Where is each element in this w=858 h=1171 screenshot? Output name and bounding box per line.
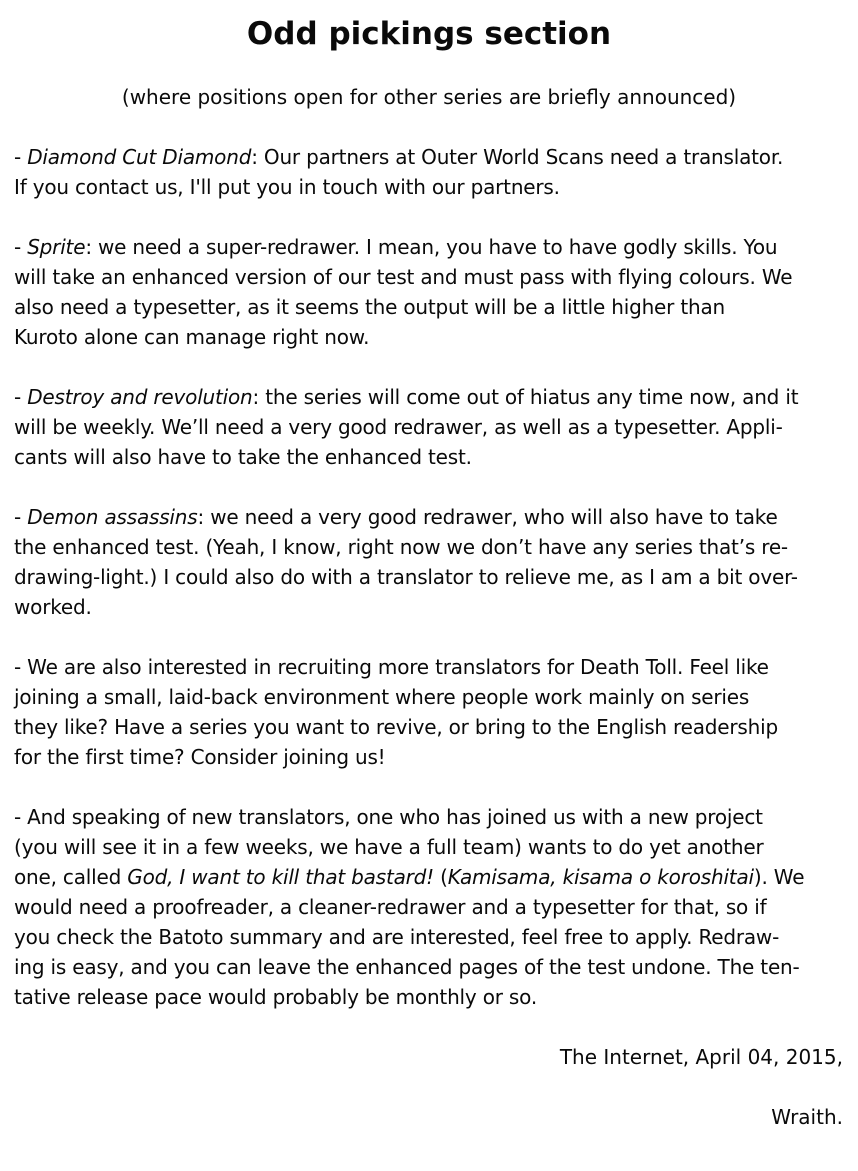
paragraph-line: - Demon assassins: we need a very good redrawer, who will also have to take [14, 505, 778, 529]
paragraph-line: Kuroto alone can manage right now. [14, 325, 370, 349]
signature-name: Wraith. [771, 1105, 843, 1129]
paragraph-demon-assassins [14, 502, 844, 622]
paragraph-line: If you contact us, I'll put you in touch with our partners. [14, 175, 560, 199]
paragraph-line: joining a small, laid-back environment where people work mainly on series [14, 685, 750, 709]
paragraph-line: they like? Have a series you want to revive, or bring to the English readership [14, 715, 778, 739]
paragraph-line: worked. [14, 595, 92, 619]
paragraph-line: will take an enhanced version of our test and must pass with flying colours. We [14, 265, 793, 289]
paragraph-line: - And speaking of new translators, one who has joined us with a new project [14, 805, 763, 829]
paragraph-line: - Diamond Cut Diamond: Our partners at Outer World Scans need a translator. [14, 145, 784, 169]
paragraph-line: - Sprite: we need a super-redrawer. I mean, you have to have godly skills. You [14, 235, 778, 259]
series-title: Sprite [27, 235, 86, 259]
paragraph-line: also need a typesetter, as it seems the output will be a little higher than [14, 295, 725, 319]
series-title-japanese: Kamisama, kisama o koroshitai [447, 865, 754, 889]
paragraph-line: would need a proofreader, a cleaner-redrawer and a typesetter for that, so if [14, 895, 767, 919]
paragraph-death-toll-recruiting [14, 652, 844, 772]
page-subtitle: (where positions open for other series are briefly announced) [121, 85, 737, 109]
paragraph-line: the enhanced test. (Yeah, I know, right now we don’t have any series that’s re- [14, 535, 788, 559]
series-title: Demon assassins [27, 505, 198, 529]
paragraph-new-translators [14, 802, 844, 1012]
series-title: Destroy and revolution [27, 385, 253, 409]
page-title: Odd pickings section [246, 16, 612, 52]
signature-place-date: The Internet, April 04, 2015, [559, 1045, 843, 1069]
paragraph-line: tative release pace would probably be monthly or so. [14, 985, 537, 1009]
paragraph-line: - We are also interested in recruiting more translators for Death Toll. Feel like [14, 655, 769, 679]
series-title: God, I want to kill that bastard! [127, 865, 434, 889]
paragraph-destroy-and-revolution [14, 382, 844, 472]
paragraph-line: will be weekly. We’ll need a very good redrawer, as well as a typesetter. Appli- [14, 415, 783, 439]
paragraph-sprite [14, 232, 844, 352]
paragraph-line: one, called God, I want to kill that bastard! (Kamisama, kisama o koroshitai). We [14, 865, 805, 889]
paragraph-line: - Destroy and revolution: the series will come out of hiatus any time now, and it [14, 385, 799, 409]
paragraph-line: drawing-light.) I could also do with a translator to relieve me, as I am a bit over- [14, 565, 798, 589]
paragraph-diamond-cut-diamond [14, 142, 844, 202]
paragraph-line: (you will see it in a few weeks, we have a full team) wants to do yet another [14, 835, 764, 859]
paragraph-line: you check the Batoto summary and are interested, feel free to apply. Redraw- [14, 925, 780, 949]
series-title: Diamond Cut Diamond [27, 145, 252, 169]
paragraph-line: for the first time? Consider joining us! [14, 745, 386, 769]
paragraph-line: cants will also have to take the enhanced test. [14, 445, 472, 469]
paragraph-line: ing is easy, and you can leave the enhanced pages of the test undone. The ten- [14, 955, 800, 979]
